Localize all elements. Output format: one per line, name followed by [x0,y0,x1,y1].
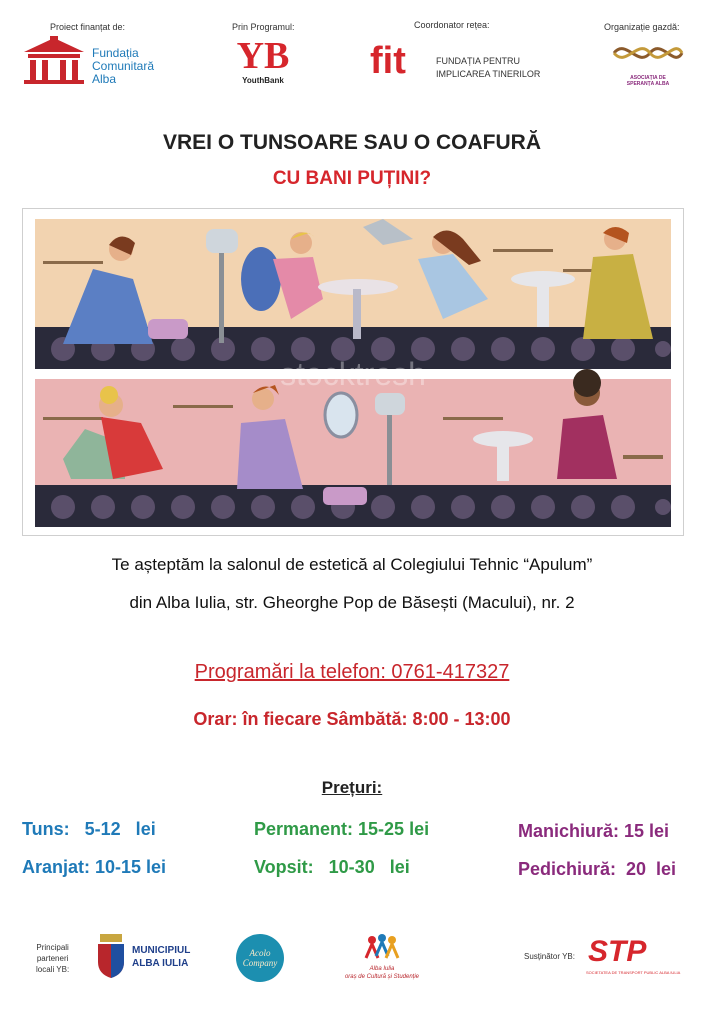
culture-logo: Alba Iulia oraș de Cultură și Studenție [330,934,434,982]
figures-icon [362,934,402,960]
youthbank-logo: YB YouthBank [236,35,290,85]
supporter-label: Susținător YB: [524,952,575,961]
prices-title: Prețuri: [321,778,383,797]
host-label: Organizație gazdă: [604,22,680,32]
price-haircut: Tuns: 5-12 lei [22,819,156,839]
dna-icon [612,36,684,70]
hours-line: Orar: în fiecare Sâmbătă: 8:00 - 13:00 [193,709,511,729]
headline-line2: CU BANI PUȚINI? [272,168,432,189]
price-manicure: Manichiură: 15 lei [518,821,670,841]
address-line2: din Alba Iulia, str. Gheorghe Pop de Băsești (Macului), nr. 2 [129,593,575,612]
company-logo: Acolo Company [236,934,284,982]
coordinator-label: Coordonator rețea: [414,20,490,30]
host-logo: ASOCIAȚIA DE SPERANȚA ALBA [612,36,684,86]
price-dye: Vopsit: 10-30 lei [254,857,410,877]
salon-scene-image [23,209,683,535]
headline-line1: VREI O TUNSOARE SAU O COAFURĂ [162,131,542,154]
fundatia-comunitara-logo [20,36,90,86]
address-line1: Te așteptăm la salonul de estetică al Colegiului Tehnic “Apulum” [111,555,593,574]
fundatia-comunitara-name: Fundația Comunitară Alba [92,46,155,86]
funded-label: Proiect finanțat de: [50,22,126,32]
fit-logo: fit [370,40,406,82]
program-label: Prin Programul: [232,22,295,32]
salon-illustration [22,208,684,536]
price-pedicure: Pedichiură: 20 lei [518,859,677,879]
partners-label: Principali parteneri locali YB: [36,943,70,974]
stp-logo: STP [588,935,647,968]
phone-line: Programări la telefon: 0761-417327 [194,661,510,683]
price-perm: Permanent: 15-25 lei [254,819,430,839]
temple-icon [20,36,88,86]
fit-name: FUNDAȚIA PENTRU IMPLICAREA TINERILOR [436,56,541,79]
alba-iulia-crest [96,934,126,978]
municipality-name: MUNICIPIUL ALBA IULIA [132,945,191,969]
crest-icon [96,934,126,978]
watermark-text: stocktresh [280,356,426,392]
price-styling: Aranjat: 10-15 lei [22,857,167,877]
stp-subtitle: SOCIETATEA DE TRANSPORT PUBLIC ALBA IULIA [586,970,681,975]
